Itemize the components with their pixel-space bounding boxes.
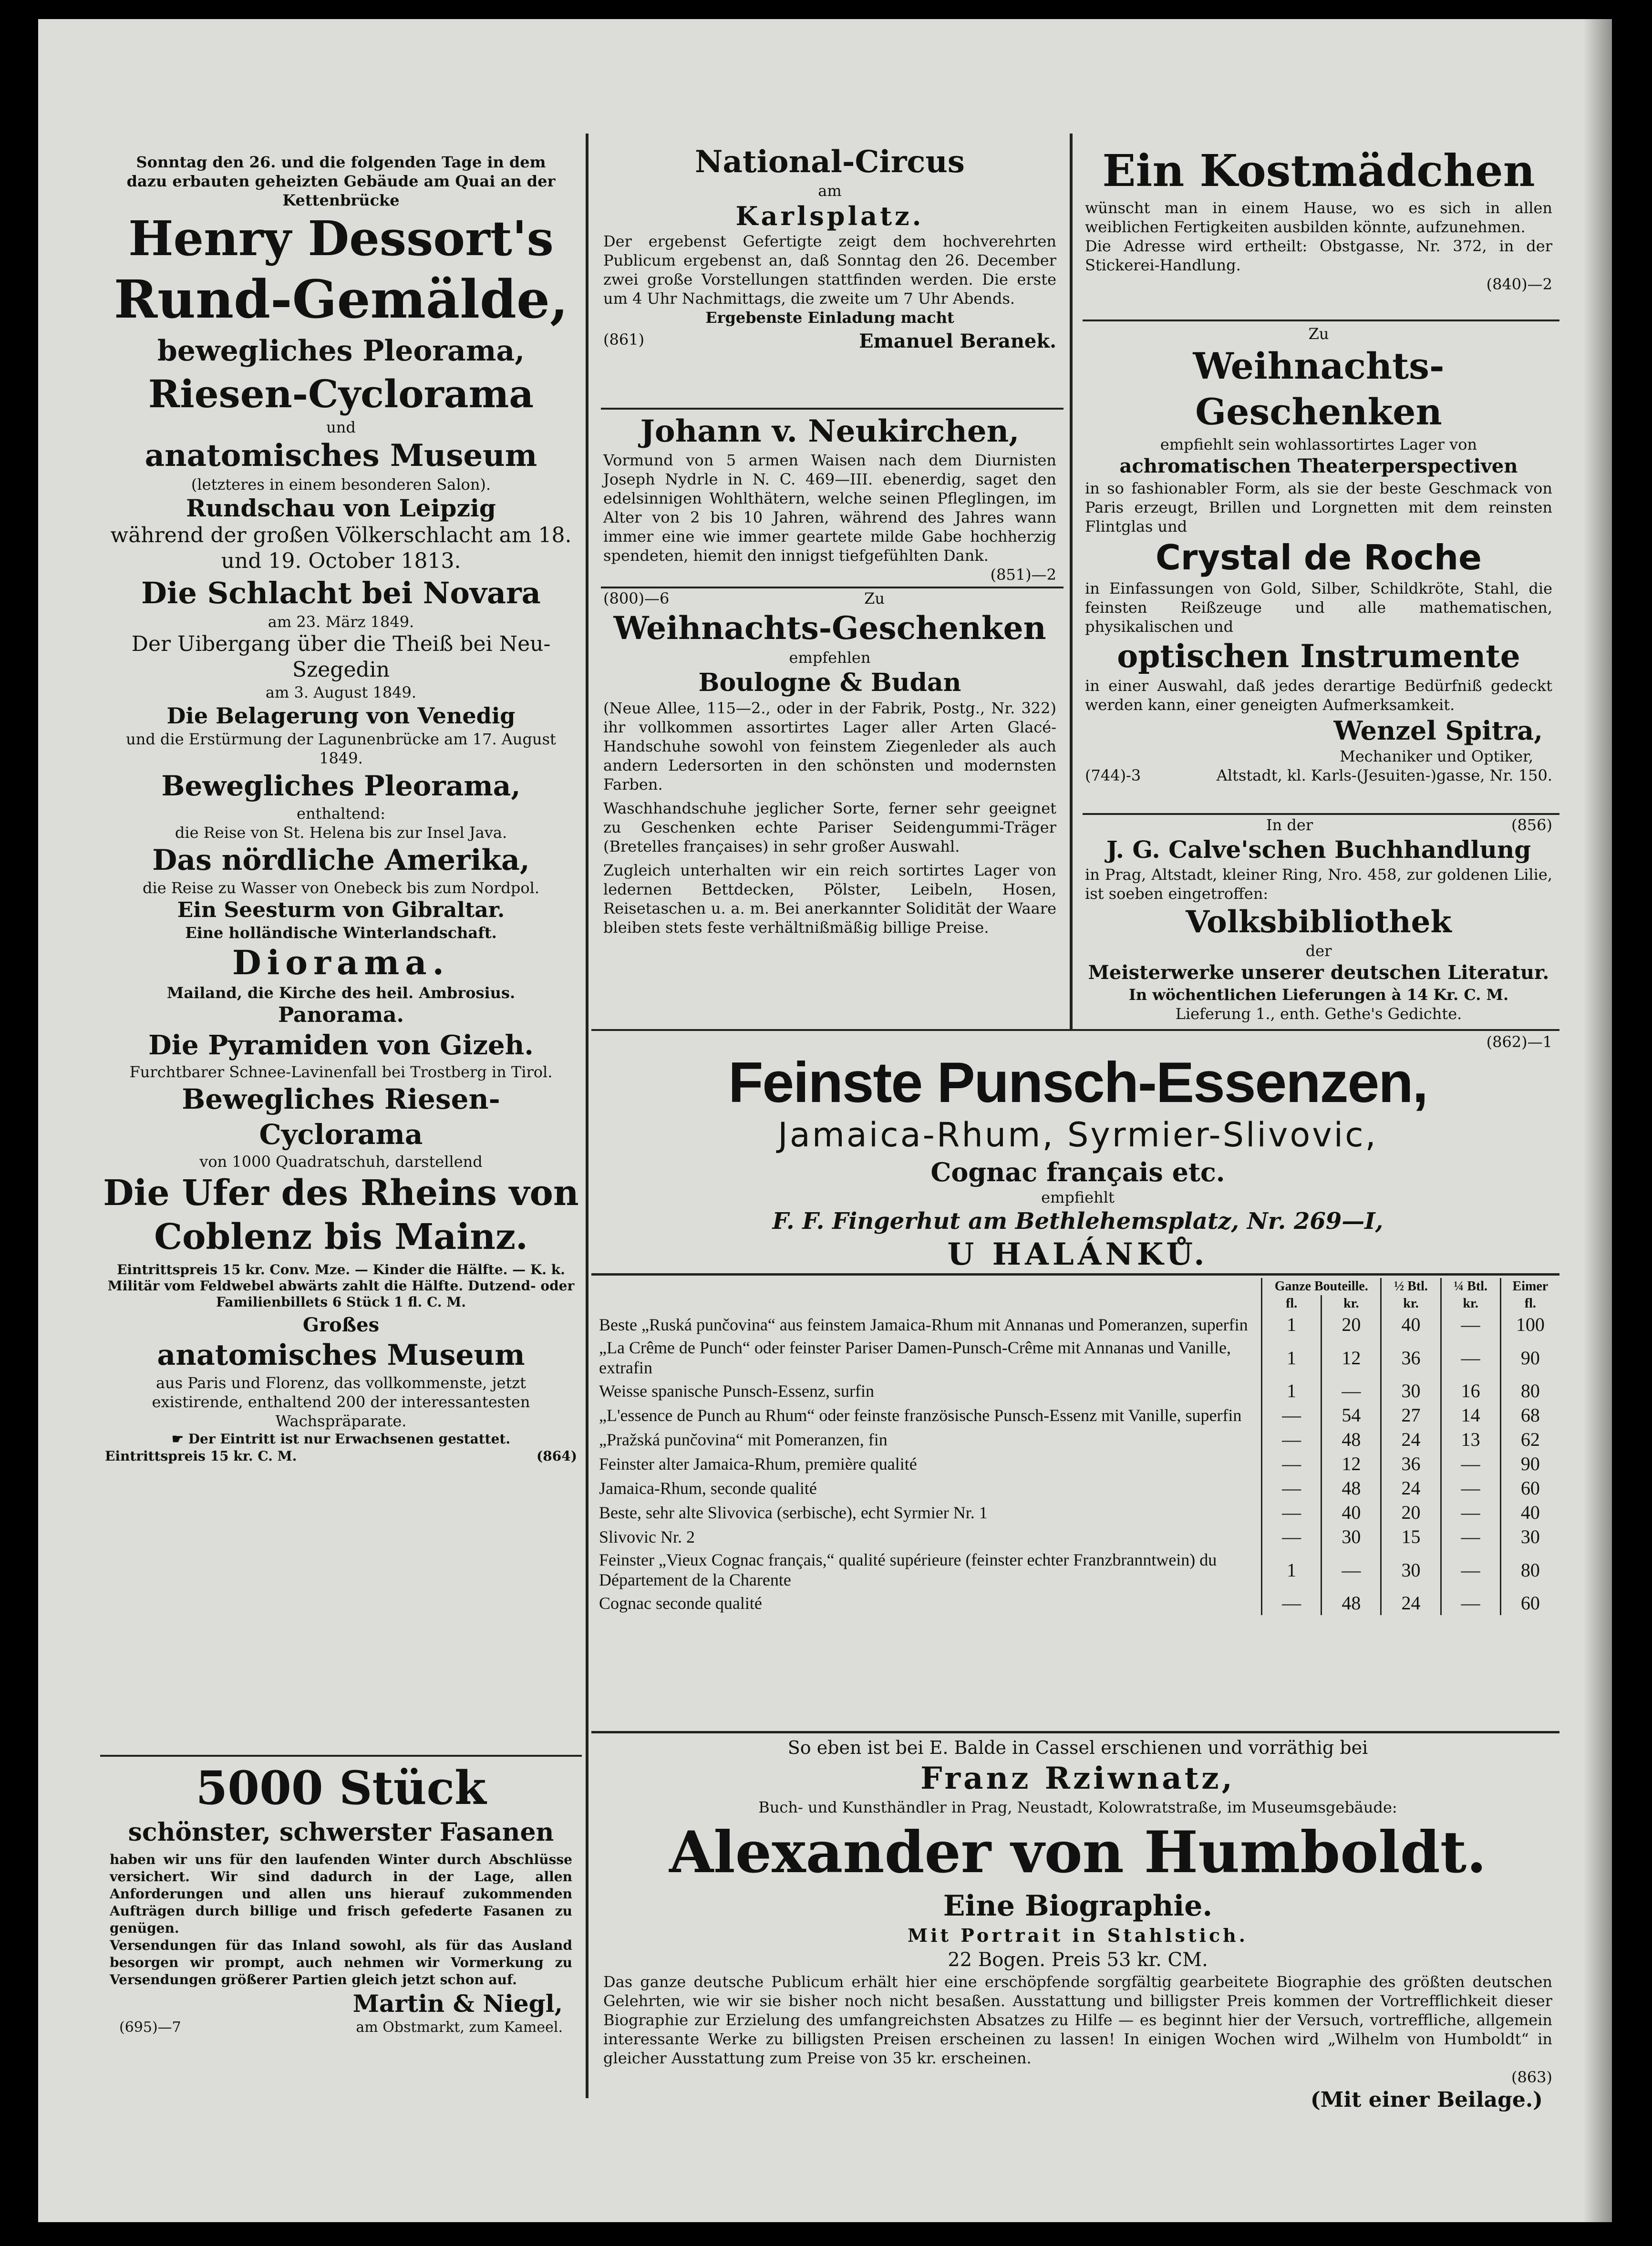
calve-advertisement (1075, 815, 1562, 1025)
price-cell: 40 (1322, 1500, 1381, 1525)
neukirchen-number: (851)—2 (990, 566, 1056, 584)
price-cell: 30 (1381, 1379, 1441, 1403)
price-cell: — (1441, 1476, 1500, 1500)
punsch-advertisement (594, 1032, 1562, 1271)
circus-invite: Ergebenste Einladung macht (705, 309, 954, 327)
spitra-profession: Mechaniker und Optiker, (1340, 747, 1533, 765)
circus-text: Der ergebenst Gefertigte zeigt dem hochverehrten Publicum ergebenst an, daß Sonntag den 26. December zwei große Vorstellungen stattfinden werden. Die erste um 4 Uhr Nachmittags, die zweite um 7 Uhr Abends. (603, 232, 1056, 308)
header-eimer: Eimer (1500, 1278, 1559, 1295)
price-cell: 14 (1441, 1403, 1500, 1427)
price-cell: 40 (1500, 1500, 1559, 1525)
product-name: Beste „Ruská punčovina“ aus feinstem Jamaica-Rhum mit Annanas und Pomeranzen, superfin (599, 1315, 1248, 1334)
price-cell: 27 (1381, 1403, 1441, 1427)
line-lavine: Furchtbarer Schnee-Lavinenfall bei Trostberg in Tirol. (129, 1063, 553, 1081)
price-cell: — (1322, 1379, 1381, 1403)
calve-firm: J. G. Calve'schen Buchhandlung (1106, 835, 1531, 864)
spitra-intro: empfiehlt sein wohlassortirtes Lager von (1160, 435, 1477, 453)
price-cell: — (1441, 1337, 1500, 1379)
punsch-empfiehlt: empfiehlt (1041, 1188, 1115, 1206)
punsch-headline: Feinste Punsch-Essenzen, (728, 1051, 1427, 1114)
dessort-title: Rund-Gemälde, (114, 268, 568, 330)
price-cell: — (1262, 1427, 1322, 1452)
fasanen-footer (100, 2019, 582, 2036)
humboldt-advertisement (594, 1736, 1562, 2213)
table-row (596, 1403, 1559, 1427)
humboldt-title: Alexander von Humboldt. (669, 1819, 1487, 1886)
line-mailand: Mailand, die Kirche des heil. Ambrosius. (166, 984, 516, 1002)
punsch-number: (862)—1 (1486, 1033, 1552, 1051)
rule-neukirchen (601, 587, 1063, 588)
price-cell: 13 (1441, 1427, 1500, 1452)
price-cell: — (1441, 1452, 1500, 1476)
line-eintritt-2 (100, 1448, 582, 1465)
price-table-blank-2 (596, 1295, 1262, 1312)
circus-place: Karlsplatz. (735, 201, 924, 231)
spitra-text-3: in einer Auswahl, daß jedes derartige Bedürfniß gedeckt werden kann, einer geneigten Aufmerksamkeit. (1085, 677, 1552, 714)
line-pleorama: bewegliches Pleorama, (157, 334, 525, 368)
spitra-number: (744)-3 (1085, 766, 1141, 784)
product-name: Feinster „Vieux Cognac français,“ qualité supérieure (feinster echter Franzbranntwein) du Département de la Charente (599, 1550, 1217, 1589)
price-cell: 1 (1262, 1312, 1322, 1337)
line-1849-august: am 3. August 1849. (265, 683, 417, 701)
table-row (596, 1525, 1559, 1549)
price-cell: 48 (1322, 1476, 1381, 1500)
price-cell: 48 (1322, 1427, 1381, 1452)
price-cell: — (1262, 1476, 1322, 1500)
line-erwachsene (100, 1431, 582, 1448)
header-quarter: ¼ Btl. (1441, 1278, 1500, 1295)
line-java: die Reise von St. Helena bis zur Insel Java. (175, 824, 507, 842)
line-salon: (letzteres in einem besonderen Salon). (191, 475, 491, 494)
price-cell: 60 (1500, 1591, 1559, 1615)
price-cell: — (1441, 1312, 1500, 1337)
product-name: „La Crême de Punch“ oder feinster Pariser Damen-Punsch-Crême mit Annanas und Vanille, extrafin (599, 1338, 1231, 1377)
fasanen-count: 5000 Stück (196, 1761, 486, 1815)
calve-subtitle: Meisterwerke unserer deutschen Literatur. (1088, 961, 1549, 984)
line-rhein: Die Ufer des Rheins von Coblenz bis Mainz. (103, 1173, 579, 1257)
calve-text: in Prag, Altstadt, kleiner Ring, Nro. 458, zur goldenen Lilie, ist soeben eingetroffen: (1085, 865, 1552, 903)
price-cell: 30 (1381, 1549, 1441, 1591)
spitra-advertisement (1075, 324, 1562, 811)
spitra-address: Altstadt, kl. Karls-(Jesuiten-)gasse, Nr. 150. (1216, 766, 1552, 784)
fasanen-address: am Obstmarkt, zum Kameel. (356, 2019, 563, 2036)
dessort-intro: Sonntag den 26. und die folgenden Tage in dem dazu erbauten geheizten Gebäude am Quai an der Kettenbrücke (126, 153, 556, 209)
column-rule-2 (1070, 134, 1073, 1030)
line-amerika: Das nördliche Amerika, (152, 844, 530, 877)
boulogne-text-1: (Neue Allee, 115—2., oder in der Fabrik, Postg., Nr. 322) ihr vollkommen assortirtes Lager aller Arten Glacé-Handschuhe sowohl von feinstem Ziegenleder als auch andern Ledersorten in den schönsten und modernsten Farben. (603, 699, 1056, 793)
line-1849-march: am 23. März 1849. (268, 613, 414, 631)
line-grosses: Großes (302, 1314, 380, 1336)
price-cell: 80 (1500, 1549, 1559, 1591)
newspaper-page (38, 19, 1612, 2222)
price-cell: 40 (1381, 1312, 1441, 1337)
rule-punsch-top (591, 1029, 1559, 1031)
line-nordpol: die Reise zu Wasser von Onebeck bis zum Nordpol. (142, 879, 539, 897)
line-winter: Eine holländische Winterlandschaft. (185, 924, 497, 942)
price-cell: 30 (1500, 1525, 1559, 1549)
price-cell: 60 (1500, 1476, 1559, 1500)
line-1813: während der großen Völkerschlacht am 18. und 19. October 1813. (110, 523, 572, 573)
kostmaedchen-number: (840)—2 (1486, 275, 1552, 293)
product-name: Jamaica-Rhum, seconde qualité (599, 1478, 817, 1498)
punsch-cognac: Cognac français etc. (930, 1157, 1225, 1187)
price-cell: 54 (1322, 1403, 1381, 1427)
price-cell: 20 (1381, 1500, 1441, 1525)
line-cyclorama: Riesen-Cyclorama (148, 371, 534, 416)
line-theiss: Der Uibergang über die Theiß bei Neu-Szegedin (131, 632, 551, 682)
product-name: Feinster alter Jamaica-Rhum, première qualité (599, 1454, 917, 1473)
boulogne-firm: Boulogne & Budan (698, 668, 961, 697)
price-cell: — (1322, 1549, 1381, 1591)
product-name: Cognac seconde qualité (599, 1593, 762, 1613)
price-cell: 80 (1500, 1379, 1559, 1403)
kostmaedchen-text: wünscht man in einem Hause, wo es sich in allen weiblichen Fertigkeiten ausbilden könnte, aufzunehmen. (1085, 199, 1552, 236)
calve-number: (856) (1511, 816, 1552, 834)
column-rule-1 (586, 134, 589, 2098)
table-row (596, 1500, 1559, 1525)
spitra-text-2: in Einfassungen von Gold, Silber, Schildkröte, Stahl, die feinsten Reißzeuge und alle mathematischen, physikalischen und (1085, 579, 1552, 636)
price-table-header (596, 1278, 1559, 1295)
table-row (596, 1476, 1559, 1500)
rule-table-top (591, 1273, 1559, 1276)
price-cell: 36 (1381, 1337, 1441, 1379)
boulogne-text-2: Waschhandschuhe jeglicher Sorte, ferner sehr geeignet zu Geschenken echte Pariser Seidengummi-Träger (Bretelles françaises) in sehr großer Auswahl. (603, 799, 1056, 855)
circus-am: am (818, 182, 842, 200)
line-lagunen: und die Erstürmung der Lagunenbrücke am 17. August 1849. (126, 730, 556, 767)
price-cell: — (1441, 1500, 1500, 1525)
price-cell: 68 (1500, 1403, 1559, 1427)
unit-fl: fl. (1262, 1295, 1322, 1312)
table-row (596, 1591, 1559, 1615)
price-cell: 100 (1500, 1312, 1559, 1337)
punsch-sign: U HALÁNKŮ. (947, 1236, 1208, 1271)
line-und: und (326, 418, 356, 436)
neukirchen-advertisement (594, 412, 1066, 584)
price-cell: 12 (1322, 1452, 1381, 1476)
calve-header (1075, 815, 1562, 835)
spitra-headline: Weihnachts-Geschenken (1193, 345, 1445, 433)
price-cell: — (1262, 1525, 1322, 1549)
fasanen-firm: Martin & Niegl, (352, 1989, 563, 2018)
line-seesturm: Ein Seesturm von Gibraltar. (177, 898, 505, 922)
table-row (596, 1379, 1559, 1403)
price-cell: — (1262, 1500, 1322, 1525)
fasanen-number: (695)—7 (119, 2019, 181, 2036)
spitra-zu: Zu (1308, 325, 1329, 343)
price-cell: 90 (1500, 1452, 1559, 1476)
circus-title: National-Circus (695, 144, 965, 180)
price-cell: 48 (1322, 1591, 1381, 1615)
line-museum: anatomisches Museum (145, 438, 537, 474)
price-table-blank (596, 1278, 1262, 1295)
spitra-footer (1075, 766, 1562, 785)
spitra-text-1: in so fashionabler Form, als sie der beste Geschmack von Paris erzeugt, Brillen und Lorgnetten mit dem reinsten Flintglas und (1085, 479, 1552, 536)
fasanen-headline: schönster, schwerster Fasanen (128, 1818, 554, 1847)
humboldt-biographie: Eine Biographie. (943, 1889, 1213, 1923)
price-cell: 16 (1441, 1379, 1500, 1403)
price-cell: — (1441, 1549, 1500, 1591)
table-row (596, 1427, 1559, 1452)
table-row (596, 1452, 1559, 1476)
boulogne-advertisement (594, 589, 1066, 1028)
circus-footer (594, 327, 1066, 355)
rule-circus (601, 408, 1063, 410)
price-cell: — (1262, 1403, 1322, 1427)
dessort-owner: Henry Dessort's (128, 210, 554, 267)
kostmaedchen-address: Die Adresse wird ertheilt: Obstgasse, Nr. 372, in der Stickerei-Handlung. (1085, 237, 1552, 274)
line-diorama: Diorama. (232, 943, 450, 982)
boulogne-zu: Zu (864, 589, 885, 608)
humboldt-address: Buch- und Kunsthändler in Prag, Neustadt, Kolowratstraße, im Museumsgebäude: (758, 1798, 1397, 1816)
line-pyramiden: Die Pyramiden von Gizeh. (148, 1030, 534, 1061)
line-leipzig: Rundschau von Leipzig (186, 494, 496, 522)
price-cell: — (1441, 1525, 1500, 1549)
price-cell: 1 (1262, 1379, 1322, 1403)
price-cell: 1 (1262, 1549, 1322, 1591)
calve-lieferung-1: Lieferung 1., enth. Gethe's Gedichte. (1175, 1005, 1462, 1023)
price-cell: 90 (1500, 1337, 1559, 1379)
price-table-body (596, 1312, 1559, 1615)
calve-in-der: In der (1266, 816, 1313, 834)
neukirchen-text: Vormund von 5 armen Waisen nach dem Diurnisten Joseph Nydrle in N. C. 469—III. ebenerdig, saget den edelsinnigen Wohlthätern, welche seinen Pfleglingen, im Alter von 2 bis 10 Jahren, während des Jahres wann immer eine wie immer geartete milde Gabe hochherzig spendeten, hiemit den innigst tiefgefühlten Dank. (603, 451, 1056, 565)
unit-fl-2: fl. (1500, 1295, 1559, 1312)
humboldt-text: Das ganze deutsche Publicum erhält hier eine erschöpfende sorgfältig gearbeitete Biographie des größten deutschen Gelehrten, wie wir sie bisher noch nicht besaßen. Ausstattung und billigster Preis kommen der Vortrefflichkeit dieser Biographie zur Erzielung des umfangreichsten Absatzes zu Hilfe — es beginnt hier der Versuch, vortreffliche, allgemein interessante Werke zu billigsten Preisen erscheinen zu lassen! In einigen Wochen wird „Wilhelm von Humboldt“ in gleicher Ausstattung zum Preise von 35 kr. erscheinen. (603, 1973, 1552, 2067)
boulogne-headline: Weihnachts-Geschenken (613, 609, 1046, 647)
header-bouteille: Ganze Bouteille. (1262, 1278, 1381, 1295)
price-cell: — (1262, 1452, 1322, 1476)
line-paris-florenz: aus Paris und Florenz, das vollkommenste, jetzt existirende, enthaltend 200 der interessantesten Wachspräparate. (152, 1374, 530, 1430)
punsch-subline: Jamaica-Rhum, Syrmier-Slivovic, (778, 1115, 1378, 1154)
kostmaedchen-advertisement (1075, 143, 1562, 319)
beilage-note: (Mit einer Beilage.) (1310, 2088, 1543, 2112)
punsch-firm: F. F. Fingerhut am Bethlehemsplatz, Nr. 269—I, (772, 1208, 1384, 1235)
price-cell: — (1262, 1591, 1322, 1615)
kostmaedchen-title: Ein Kostmädchen (1102, 145, 1535, 196)
rule-spitra (1083, 813, 1559, 815)
line-quadratschuh: von 1000 Quadratschuh, darstellend (199, 1153, 483, 1171)
spitra-crystal: Crystal de Roche (1156, 537, 1482, 577)
price-cell: 24 (1381, 1476, 1441, 1500)
line-pleorama-2: Bewegliches Pleorama, (161, 770, 521, 802)
unit-kr-2: kr. (1381, 1295, 1441, 1312)
price-cell: — (1441, 1591, 1500, 1615)
calve-der: der (1305, 942, 1332, 960)
price-cell: 1 (1262, 1337, 1322, 1379)
price-cell: 12 (1322, 1337, 1381, 1379)
circus-advertisement (594, 143, 1066, 391)
line-riesen-cyclorama: Bewegliches Riesen-Cyclorama (182, 1083, 500, 1151)
boulogne-header (594, 589, 1066, 608)
price-table-units (596, 1295, 1559, 1312)
humboldt-price: 22 Bogen. Preis 53 kr. CM. (948, 1949, 1208, 1971)
boulogne-number: (800)—6 (603, 589, 670, 608)
humboldt-intro: So eben ist bei E. Balde in Cassel erschienen und vorräthig bei (787, 1737, 1368, 1758)
table-row (596, 1337, 1559, 1379)
dessort-advertisement (100, 134, 582, 1755)
price-cell: 20 (1322, 1312, 1381, 1337)
rule-kostmaedchen (1083, 319, 1559, 321)
spitra-perspectiven: achromatischen Theaterperspectiven (1119, 455, 1518, 477)
spitra-name: Wenzel Spitra, (1333, 715, 1543, 746)
line-novara: Die Schlacht bei Novara (141, 576, 541, 610)
line-eintritt-2-text: Eintrittspreis 15 kr. C. M. (105, 1448, 297, 1464)
pointing-hand-icon: ☛ (171, 1431, 188, 1447)
line-enthaltend: enthaltend: (297, 804, 385, 823)
line-eintritt-2-number: (864) (537, 1448, 577, 1464)
product-name: „Pražská punčovina“ mit Pomeranzen, fin (599, 1430, 888, 1449)
neukirchen-name: Johann v. Neukirchen, (640, 413, 1020, 449)
line-museum-2: anatomisches Museum (157, 1339, 525, 1372)
product-name: „L'essence de Punch au Rhum“ oder feinste französische Punsch-Essenz mit Vanille, superfin (599, 1405, 1242, 1425)
boulogne-text-3: Zugleich unterhalten wir ein reich sortirtes Lager von ledernen Bettdecken, Pölster, Leibeln, Hosen, Reisetaschen u. a. m. Bei anerkannter Solidität der Waare bleiben stets feste verhältnißmäßig billige Preise. (603, 861, 1056, 937)
header-half: ½ Btl. (1381, 1278, 1441, 1295)
unit-kr-3: kr. (1441, 1295, 1500, 1312)
table-row (596, 1549, 1559, 1591)
circus-number: (861) (603, 330, 645, 349)
circus-signature: Emanuel Beranek. (859, 330, 1056, 352)
calve-title: Volksbibliothek (1186, 904, 1452, 940)
humboldt-publisher: Franz Rziwnatz, (920, 1761, 1235, 1796)
humboldt-portrait: Mit Portrait in Stahlstich. (908, 1925, 1248, 1946)
line-panorama: Panorama. (278, 1003, 404, 1027)
line-eintritt: Eintrittspreis 15 kr. Conv. Mze. — Kinder die Hälfte. — K. k. Militär vom Feldwebel abwärts zahlt die Hälfte. Dutzend- oder Familienbillets 6 Stück 1 fl. C. M. (107, 1262, 575, 1310)
humboldt-number: (863) (1511, 2068, 1552, 2086)
table-row (596, 1312, 1559, 1337)
unit-kr: kr. (1322, 1295, 1381, 1312)
product-name: Beste, sehr alte Slivovica (serbische), echt Syrmier Nr. 1 (599, 1503, 988, 1522)
boulogne-empfehlen: empfehlen (789, 649, 871, 667)
fasanen-text-1: haben wir uns für den laufenden Winter durch Abschlüsse versichert. Wir sind dadurch in der Lage, allen Anforderungen und allen uns hierauf zukommenden Aufträgen durch billige und frisch gefederte Fasanen zu genügen. (110, 1852, 572, 1936)
fasanen-advertisement (100, 1760, 582, 2103)
price-cell: 30 (1322, 1525, 1381, 1549)
product-name: Weisse spanische Punsch-Essenz, surfin (599, 1381, 874, 1401)
price-cell: 24 (1381, 1591, 1441, 1615)
line-venedig: Die Belagerung von Venedig (166, 703, 516, 729)
price-cell: 36 (1381, 1452, 1441, 1476)
line-erwachsene-text: Der Eintritt ist nur Erwachsenen gestattet. (188, 1431, 511, 1447)
product-name: Slivovic Nr. 2 (599, 1527, 695, 1546)
price-cell: 15 (1381, 1525, 1441, 1549)
rule-col1-bottom (100, 1755, 582, 1757)
price-cell: 24 (1381, 1427, 1441, 1452)
price-cell: 62 (1500, 1427, 1559, 1452)
calve-lieferungen: In wöchentlichen Lieferungen à 14 Kr. C. M. (1128, 986, 1509, 1004)
fasanen-text-2: Versendungen für das Inland sowohl, als für das Ausland besorgen wir prompt, auch nehmen wir Vormerkung zu Versendungen größerer Partien gleich jetzt schon auf. (110, 1937, 572, 1988)
spitra-instrumente: optischen Instrumente (1117, 638, 1520, 675)
price-table (596, 1278, 1559, 1615)
rule-table-bottom (591, 1731, 1559, 1733)
